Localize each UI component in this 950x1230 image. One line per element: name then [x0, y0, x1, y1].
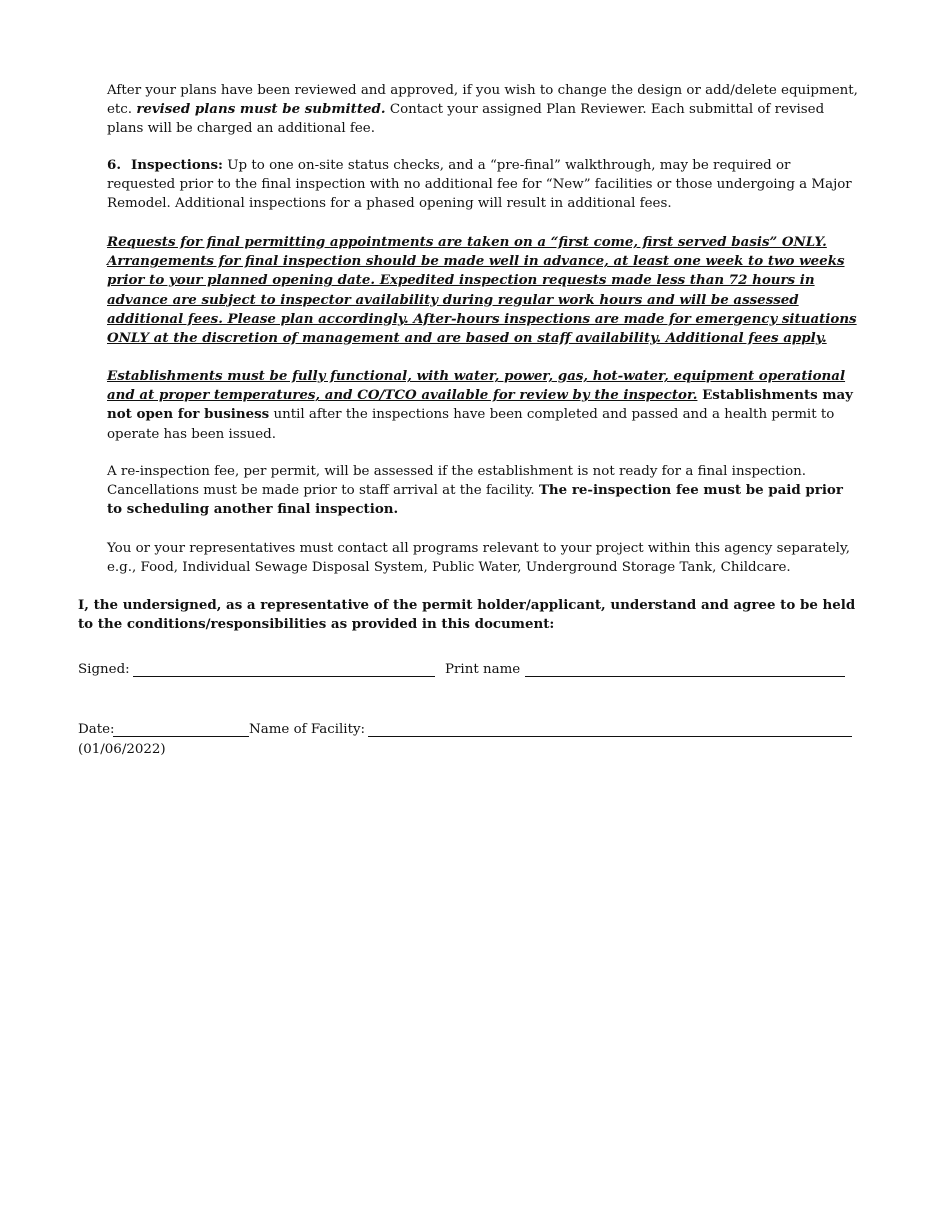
print-name-label: Print name: [445, 662, 521, 677]
establishments-emphasis: Establishments must be fully functional, with water, power, gas, hot-water, equipment operational and at proper temperatures, and CO/TCO available for review by the inspector.: [107, 368, 846, 404]
signature-row: [78, 660, 868, 680]
reinspection-bold: The re-inspection fee must be paid prior to scheduling another final inspection.: [107, 482, 843, 518]
signed-label: Signed:: [78, 662, 130, 677]
date-field[interactable]: [113, 736, 249, 737]
section-heading: Inspections:: [130, 157, 223, 173]
revised-plans-emphasis: revised plans must be submitted.: [136, 101, 386, 118]
inspections-section: [107, 156, 859, 214]
revised-plans-text-2: Contact your assigned Plan Reviewer. Each submittal of revised plans will be charged an additional fee.: [107, 102, 825, 137]
inspections-text: Up to one on-site status checks, and a “pre-final” walkthrough, may be required or requested prior to the final inspection with no additional fee for “New” facilities or those undergoing a Major Remodel. Additional inspections for a phased opening will result in additional fees.: [107, 158, 852, 212]
print-name-field[interactable]: [525, 676, 845, 677]
final-appointments-paragraph: Requests for final permitting appointments are taken on a “first come, first served basis” ONLY. Arrangements for final inspection should be made well in advance, at least one week to two weeks prior to your planned opening date. Expedited inspection requests made less than 72 hours in advance are subject to inspector availability during regular work hours and will be assessed additional fees. Please plan accordingly. After-hours inspections are made for emergency situations ONLY at the discretion of management and are based on staff availability. Additional fees apply.: [107, 234, 857, 347]
reinspection-text: A re-inspection fee, per permit, will be assessed if the establishment is not ready for a final inspection. Cancellations must be made prior to staff arrival at the facility.: [107, 464, 807, 499]
reinspection-paragraph: [107, 462, 859, 520]
date-facility-row: [78, 720, 868, 740]
section-number: 6.: [107, 157, 121, 173]
facility-label: Name of Facility:: [249, 722, 366, 737]
acknowledgement-statement: I, the undersigned, as a representative of the permit holder/applicant, understand and agree to be held to the conditions/responsibilities as provided in this document:: [78, 597, 856, 633]
facility-name-field[interactable]: [368, 736, 852, 737]
contact-programs-paragraph: You or your representatives must contact all programs relevant to your project within this agency separately, e.g., Food, Individual Sewage Disposal System, Public Water, Underground Storage Tank, Childcare.: [107, 541, 850, 576]
revised-plans-text-1: After your plans have been reviewed and approved, if you wish to change the design or add/delete equipment, etc.: [107, 83, 858, 118]
establishments-bold: Establishments may not open for business: [107, 387, 853, 423]
establishments-text: until after the inspections have been completed and passed and a health permit to operate has been issued.: [107, 407, 835, 442]
signature-field[interactable]: [133, 676, 435, 677]
revision-date: (01/06/2022): [78, 742, 166, 757]
date-label: Date:: [78, 722, 115, 737]
establishments-paragraph: [107, 367, 859, 444]
revised-plans-paragraph: [107, 81, 859, 139]
